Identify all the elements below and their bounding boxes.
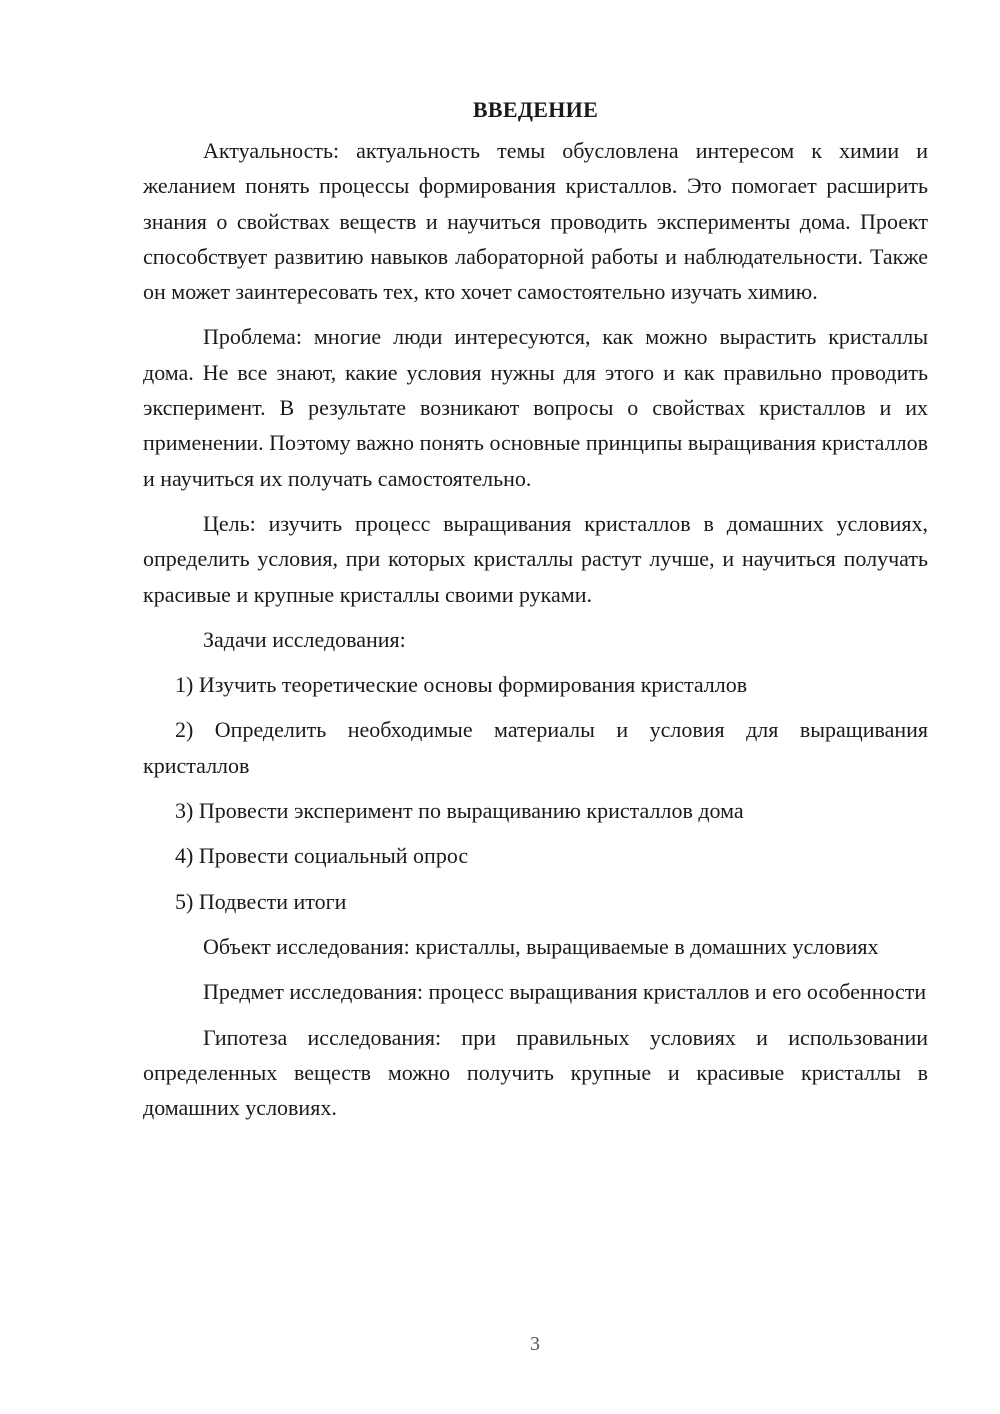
task-item: 1) Изучить теоретические основы формирования кристаллов xyxy=(175,672,748,698)
hypothesis-paragraph: Гипотеза исследования: при правильных условиях и использовании определенных веществ можно получить крупные и красивые кристаллы в домашних условиях. xyxy=(143,1024,928,1121)
page-number: 3 xyxy=(530,1333,540,1355)
task-item: 4) Провести социальный опрос xyxy=(175,843,469,869)
tasks-heading: Задачи исследования: xyxy=(203,626,406,652)
document-page xyxy=(143,92,928,1135)
document-title: ВВЕДЕНИЕ xyxy=(472,97,599,122)
object-paragraph: Объект исследования: кристаллы, выращиваемые в домашних условиях xyxy=(203,933,879,959)
task-item: 2) Определить необходимые материалы и условия для выращивания кристаллов xyxy=(143,717,928,778)
problem-paragraph: Проблема: многие люди интересуются, как можно вырастить кристаллы дома. Не все знают, какие условия нужны для этого и как правильно проводить эксперимент. В результате возникают вопросы о свойствах кристаллов и их применении. Поэтому важно понять основные принципы выращивания кристаллов и научиться их получать самостоятельно. xyxy=(143,324,928,491)
goal-paragraph: Цель: изучить процесс выращивания кристаллов в домашних условиях, определить условия, при которых кристаллы растут лучше, и научиться получать красивые и крупные кристаллы своими руками. xyxy=(143,510,928,607)
task-item: 5) Подвести итоги xyxy=(175,888,347,914)
task-item: 3) Провести эксперимент по выращиванию кристаллов дома xyxy=(175,798,744,824)
relevance-paragraph: Актуальность: актуальность темы обусловлена интересом к химии и желанием понять процессы формирования кристаллов. Это помогает расширить знания о свойствах веществ и научиться проводить эксперименты дома. Проект способствует развитию навыков лабораторной работы и наблюдательности. Также он может заинтересовать тех, кто хочет самостоятельно изучать химию. xyxy=(143,138,928,305)
subject-paragraph: Предмет исследования: процесс выращивания кристаллов и его особенности xyxy=(203,979,927,1005)
